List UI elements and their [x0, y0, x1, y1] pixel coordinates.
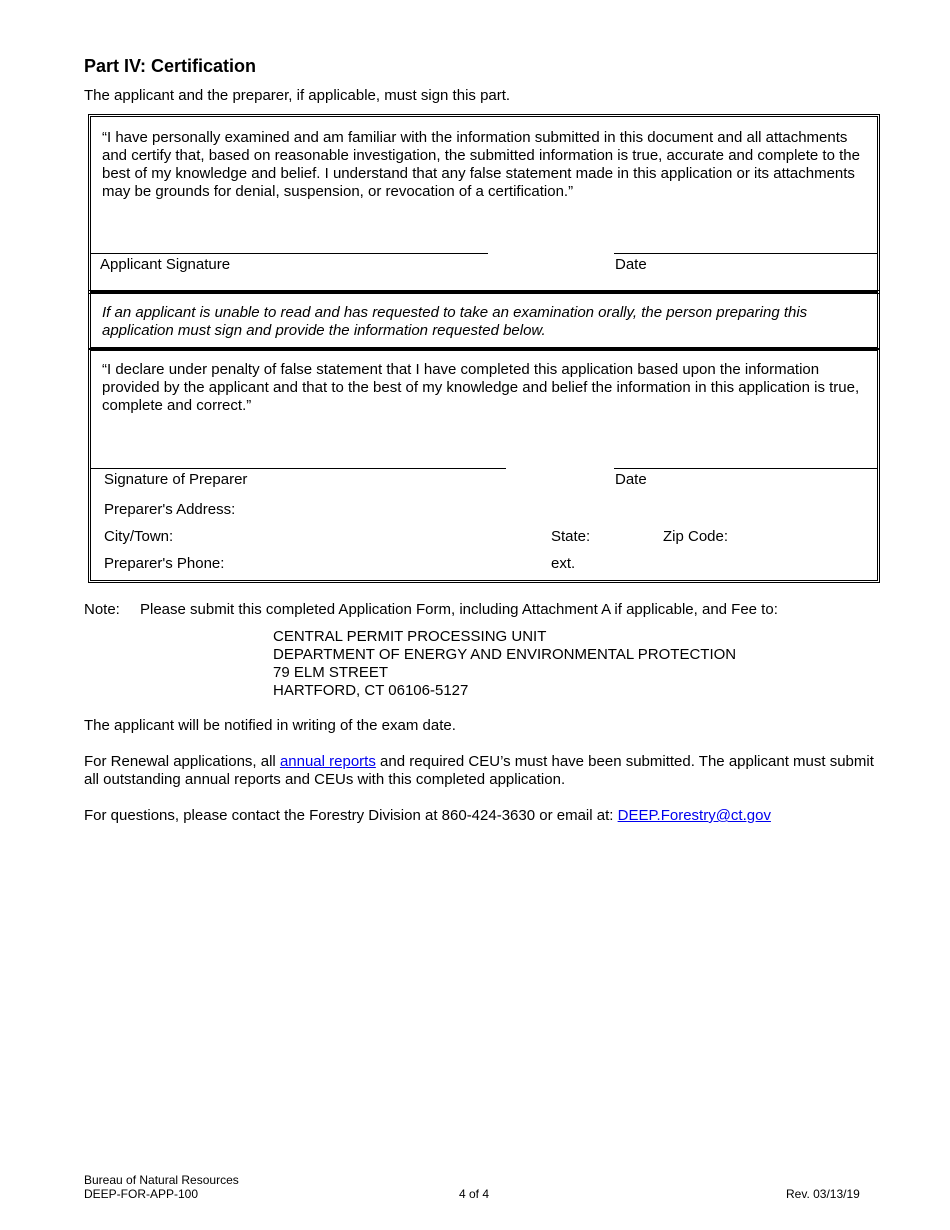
preparer-statement: “I declare under penalty of false statement that I have completed this application based upon the information provided by the applicant and that to the best of my knowledge and belief the information in this application is true, complete and correct.”	[102, 361, 860, 414]
address-line: 79 ELM STREET	[273, 664, 389, 681]
note-text: Please submit this completed Application Form, including Attachment A if applicable, and Fee to:	[140, 601, 778, 618]
forestry-email-link[interactable]: DEEP.Forestry@ct.gov	[617, 807, 771, 824]
note-label: Note:	[84, 601, 120, 618]
preparer-date-label: Date	[615, 471, 647, 488]
renewal-text-end: and required CEU’s must have been submitted. The applicant must submit all outstanding annual reports and CEUs with this completed application.	[84, 753, 874, 788]
preparer-certification-box	[88, 348, 880, 583]
city-town-label: City/Town:	[104, 528, 174, 545]
oral-exam-note-box	[88, 290, 880, 350]
footer-page-number: 4 of 4	[459, 1187, 490, 1201]
renewal-text-start: For Renewal applications, all	[84, 753, 280, 770]
ext-label: ext.	[551, 555, 576, 572]
preparer-signature-line[interactable]	[91, 468, 506, 469]
zip-code-label: Zip Code:	[663, 528, 729, 545]
preparer-address-label: Preparer's Address:	[104, 501, 236, 518]
preparer-phone-label: Preparer's Phone:	[104, 555, 225, 572]
preparer-date-line[interactable]	[614, 468, 877, 469]
address-line: CENTRAL PERMIT PROCESSING UNIT	[273, 628, 547, 645]
applicant-signature-line[interactable]	[91, 253, 488, 254]
footer-revision: Rev. 03/13/19	[786, 1187, 860, 1201]
annual-reports-link[interactable]: annual reports	[279, 753, 376, 770]
mailing-address	[273, 628, 736, 700]
applicant-date-line[interactable]	[614, 253, 877, 254]
oral-exam-note: If an applicant is unable to read and has requested to take an examination orally, the person preparing this application must sign and provide the information requested below.	[102, 304, 808, 339]
questions-paragraph	[84, 807, 771, 824]
questions-text: For questions, please contact the Forestry Division at 860-424-3630 or email at:	[84, 807, 618, 824]
applicant-date-label: Date	[615, 256, 647, 273]
renewal-paragraph	[84, 753, 874, 789]
page-title: Part IV: Certification	[84, 56, 257, 76]
applicant-signature-label: Applicant Signature	[100, 256, 231, 273]
address-line: DEPARTMENT OF ENERGY AND ENVIRONMENTAL PROTECTION	[273, 646, 737, 663]
address-line: HARTFORD, CT 06106-5127	[273, 682, 469, 699]
applicant-statement: “I have personally examined and am familiar with the information submitted in this document and all attachments and certify that, based on reasonable investigation, the submitted information is true, accurate and complete to the best of my knowledge and belief. I understand that any false statement made in this application or its attachments may be grounds for denial, suspension, or revocation of a certification.”	[102, 129, 860, 200]
footer-bureau: Bureau of Natural Resources	[84, 1173, 239, 1187]
intro-text: The applicant and the preparer, if applicable, must sign this part.	[84, 87, 511, 104]
applicant-certification-box	[88, 114, 880, 294]
notified-text: The applicant will be notified in writing of the exam date.	[84, 717, 456, 734]
preparer-signature-label: Signature of Preparer	[104, 471, 248, 488]
footer-form-id: DEEP-FOR-APP-100	[84, 1187, 199, 1201]
state-label: State:	[551, 528, 591, 545]
